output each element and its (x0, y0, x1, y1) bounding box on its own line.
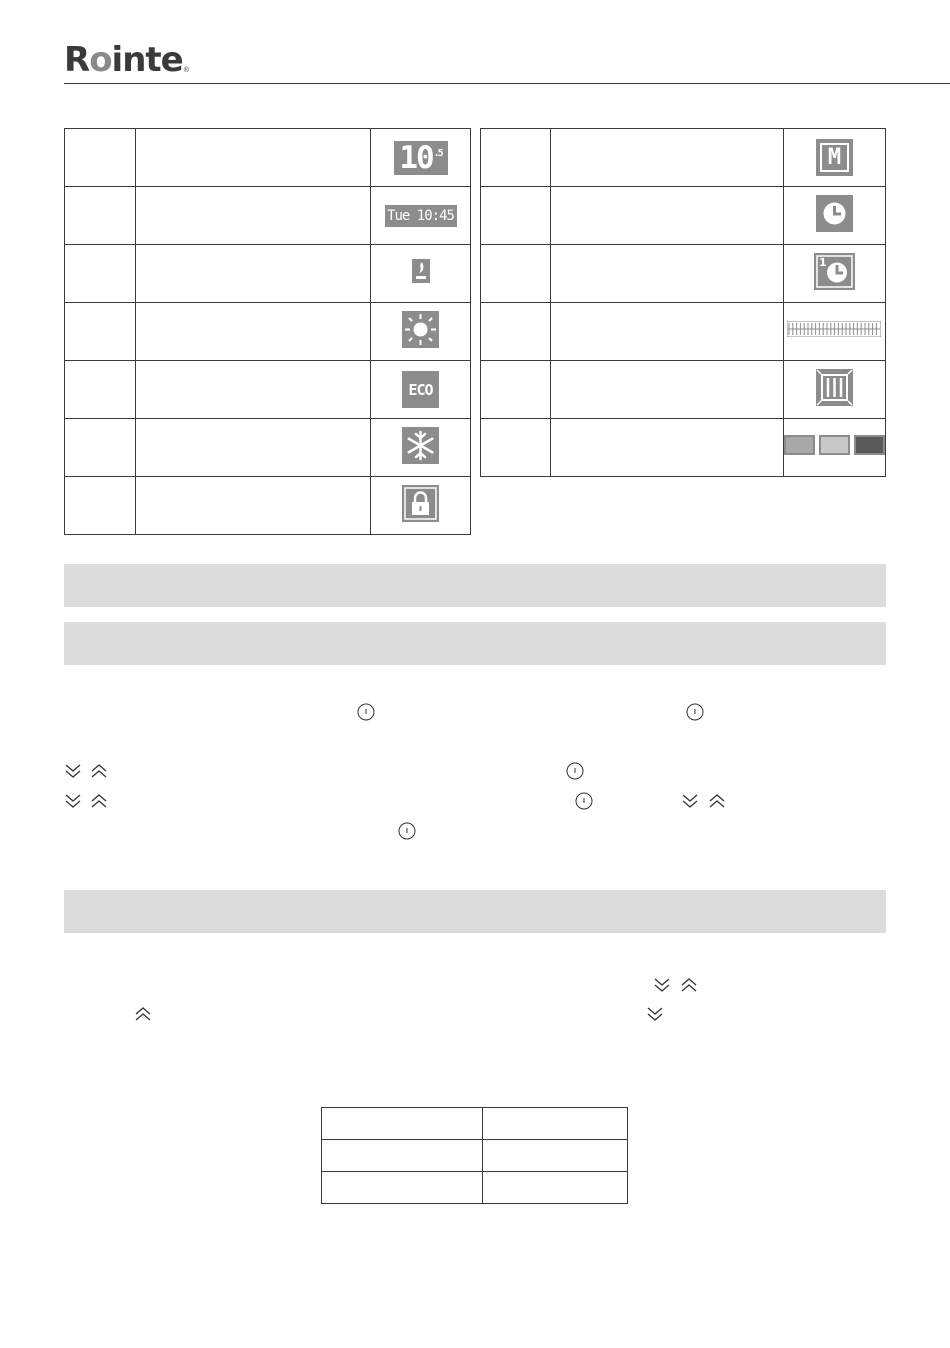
table-row (65, 129, 471, 187)
table-cell-icon (371, 245, 471, 303)
table-cell-number (65, 129, 136, 187)
table-cell-description (136, 361, 371, 419)
table-row (481, 245, 886, 303)
program-bar-icon (787, 321, 881, 337)
radiator-heating-icon (410, 257, 432, 285)
table-row (65, 303, 471, 361)
table-row (65, 477, 471, 535)
table-cell-icon (783, 361, 885, 419)
table-cell-number (481, 303, 551, 361)
table-cell-number (65, 245, 136, 303)
table-row (481, 129, 886, 187)
display-icons-table-left (64, 128, 471, 535)
table-cell-icon (783, 129, 885, 187)
table-row (481, 361, 886, 419)
table-cell-description (551, 419, 784, 477)
chevron-down-icon (653, 976, 671, 994)
table-cell-description (551, 187, 784, 245)
table-cell-description (136, 187, 371, 245)
table-cell (483, 1140, 628, 1172)
table-cell-description (551, 245, 784, 303)
table-cell-description (136, 129, 371, 187)
table-cell-number (65, 419, 136, 477)
table-cell-number (481, 419, 551, 477)
brand-logo-text: Rointe (64, 40, 183, 80)
manual-mode-icon: M (816, 139, 853, 176)
chevron-down-icon (64, 762, 82, 780)
temperature-display-icon: 10 .5 (394, 141, 448, 175)
table-row (481, 187, 886, 245)
table-cell-number (65, 187, 136, 245)
table-cell-icon (371, 361, 471, 419)
table-cell-icon (371, 477, 471, 535)
clock-program-1-icon (814, 253, 855, 290)
table-cell-icon (783, 303, 885, 361)
power-button-icon (398, 822, 416, 840)
power-button-icon (575, 792, 593, 810)
table-cell-icon (371, 187, 471, 245)
level-bar-medium (819, 435, 850, 455)
section-heading-band (64, 564, 886, 607)
table-cell-icon (783, 245, 885, 303)
table-cell-icon (371, 419, 471, 477)
level-bars-icon (784, 435, 885, 455)
table-cell (483, 1172, 628, 1204)
table-row (65, 245, 471, 303)
table-row (322, 1140, 628, 1172)
table-cell-number (481, 187, 551, 245)
eco-mode-icon: ECO (402, 371, 439, 408)
table-cell (483, 1108, 628, 1140)
day-time-display-icon: Tue 10:45 (385, 205, 457, 227)
table-cell-description (551, 303, 784, 361)
padlock-icon (402, 485, 439, 522)
table-cell (322, 1108, 483, 1140)
chevron-up-icon (680, 976, 698, 994)
table-cell (322, 1140, 483, 1172)
table-cell-icon (371, 129, 471, 187)
table-cell-number (65, 303, 136, 361)
table-cell-description (136, 477, 371, 535)
clock-program-icon (816, 195, 853, 232)
registered-mark: ® (183, 67, 189, 74)
sun-comfort-icon (402, 311, 439, 348)
chevron-up-icon (90, 762, 108, 780)
power-button-icon (566, 762, 584, 780)
table-cell-number (481, 245, 551, 303)
brand-logo (64, 40, 189, 80)
table-row (65, 187, 471, 245)
window-open-icon (816, 369, 853, 406)
table-row (481, 419, 886, 477)
chevron-up-icon (134, 1005, 152, 1023)
level-bar-light (784, 435, 815, 455)
table-cell (322, 1172, 483, 1204)
chevron-up-icon (708, 792, 726, 810)
table-row (65, 361, 471, 419)
table-cell-number (65, 477, 136, 535)
chevron-down-icon (64, 792, 82, 810)
display-icons-table-right (480, 128, 886, 477)
power-button-icon (686, 703, 704, 721)
snowflake-antifrost-icon (402, 427, 439, 464)
table-cell-icon (783, 419, 885, 477)
chevron-down-icon (681, 792, 699, 810)
header-divider (64, 83, 950, 84)
table-cell-description (136, 419, 371, 477)
table-cell-number (65, 361, 136, 419)
table-cell-number (481, 361, 551, 419)
table-row (65, 419, 471, 477)
table-cell-description (551, 129, 784, 187)
table-cell-icon (783, 187, 885, 245)
power-button-icon (357, 703, 375, 721)
chevron-down-icon (646, 1005, 664, 1023)
table-row (322, 1108, 628, 1140)
section-heading-band (64, 890, 886, 933)
level-bar-dark (854, 435, 885, 455)
program-number: 1 (818, 255, 827, 269)
table-cell-icon (371, 303, 471, 361)
section-heading-band (64, 622, 886, 665)
settings-values-table (321, 1107, 628, 1204)
table-cell-description (136, 245, 371, 303)
table-row (322, 1172, 628, 1204)
table-cell-number (481, 129, 551, 187)
chevron-up-icon (90, 792, 108, 810)
table-cell-description (551, 361, 784, 419)
table-row (481, 303, 886, 361)
table-cell-description (136, 303, 371, 361)
